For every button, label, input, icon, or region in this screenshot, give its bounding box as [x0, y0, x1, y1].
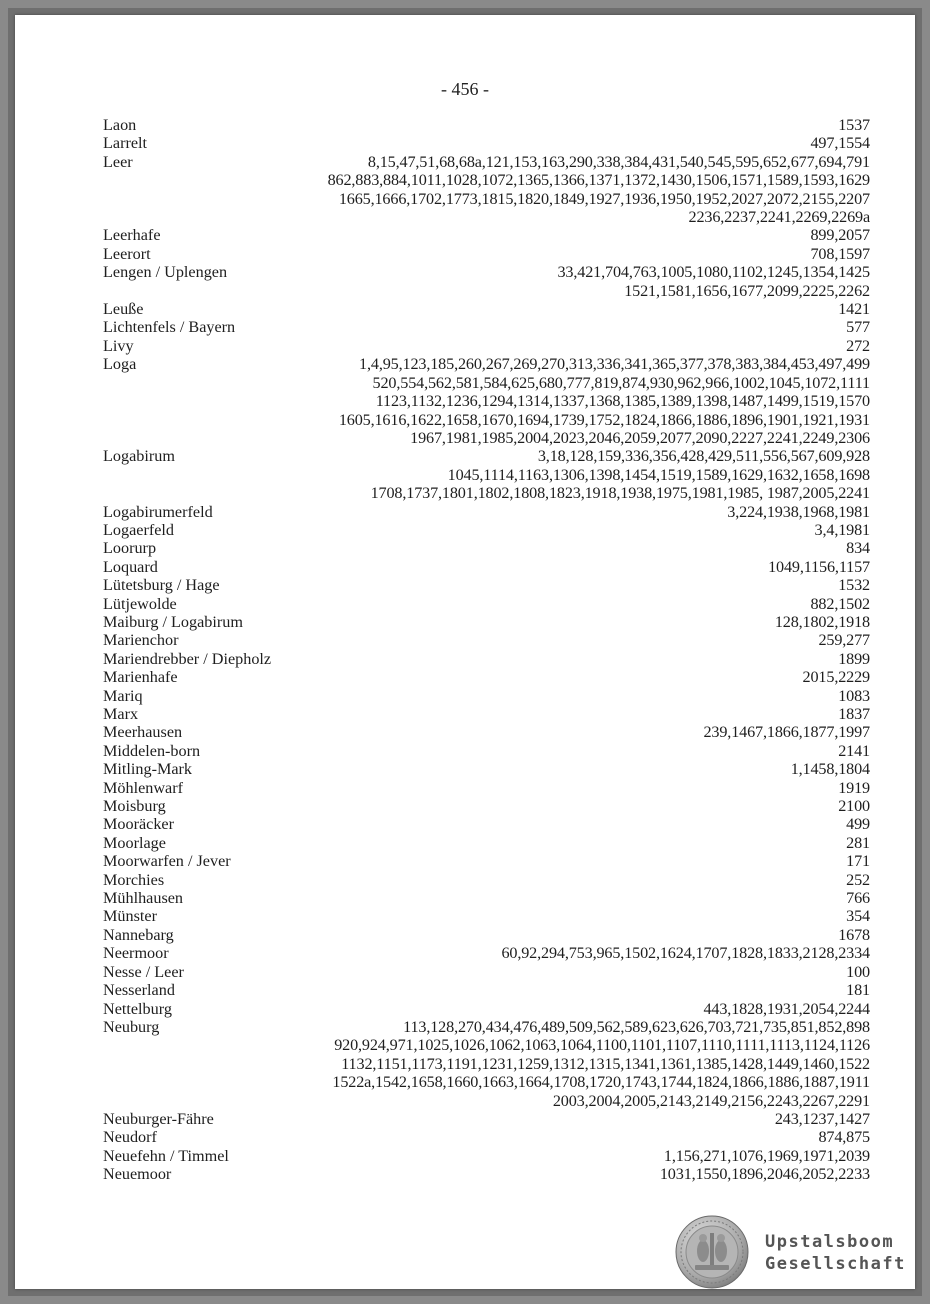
index-entry — [103, 447, 870, 502]
reference-numbers: 3,18,128,159,336,356,428,429,511,556,567,609,928 — [537, 447, 870, 466]
place-name: Marienchor — [103, 631, 179, 650]
reference-numbers-continued: 2003,2004,2005,2143,2149,2156,2243,2267,2291 — [552, 1091, 870, 1110]
reference-numbers: 708,1597 — [810, 244, 870, 263]
index-entry — [103, 245, 870, 263]
place-name: Laon — [103, 116, 137, 134]
reference-numbers: 1,4,95,123,185,260,267,269,270,313,336,341,365,377,378,383,384,453,497,499 — [359, 355, 870, 374]
reference-numbers: 259,277 — [818, 631, 870, 650]
reference-numbers: 2015,2229 — [802, 668, 870, 687]
index-entry — [103, 631, 870, 649]
place-index — [103, 116, 870, 1184]
reference-numbers-continued: 1522a,1542,1658,1660,1663,1664,1708,1720,1743,1744,1824,1866,1886,1887,1911 — [332, 1073, 870, 1092]
index-entry — [103, 1128, 870, 1146]
reference-numbers: 252 — [846, 870, 870, 889]
reference-numbers-continued: 862,883,884,1011,1028,1072,1365,1366,1371,1372,1430,1506,1571,1589,1593,1629 — [327, 171, 870, 190]
index-entry — [103, 576, 870, 594]
index-entry — [103, 963, 870, 981]
index-entry — [103, 263, 870, 300]
reference-numbers: 1919 — [838, 778, 870, 797]
place-name: Nesse / Leer — [103, 962, 184, 981]
reference-numbers: 834 — [846, 539, 870, 558]
reference-numbers-continued: 1132,1151,1173,1191,1231,1259,1312,1315,1341,1361,1385,1428,1449,1460,1522 — [341, 1054, 870, 1073]
reference-numbers: 1837 — [838, 705, 870, 723]
place-name: Möhlenwarf — [103, 778, 184, 797]
reference-numbers: 1678 — [838, 925, 870, 944]
index-entry — [103, 595, 870, 613]
brand-name-line-2: Gesellschaft — [765, 1254, 906, 1274]
index-entry — [103, 300, 870, 318]
reference-numbers: 1537 — [838, 116, 870, 134]
index-entry — [103, 1110, 870, 1128]
reference-numbers: 1,1458,1804 — [790, 760, 870, 779]
place-name: Leerort — [103, 244, 151, 263]
place-name: Middelen-born — [103, 741, 201, 760]
reference-numbers: 1049,1156,1157 — [768, 557, 870, 576]
place-name: Larrelt — [103, 134, 148, 153]
reference-numbers: 899,2057 — [810, 226, 870, 245]
page-number: - 456 - — [441, 79, 489, 99]
index-entry — [103, 797, 870, 815]
reference-numbers: 1421 — [838, 300, 870, 319]
place-name: Loorurp — [103, 539, 157, 558]
place-name: Nesserland — [103, 981, 175, 1000]
place-name: Mühlhausen — [103, 889, 184, 908]
index-entry — [103, 944, 870, 962]
reference-numbers: 497,1554 — [810, 134, 870, 153]
index-entry — [103, 779, 870, 797]
reference-numbers-continued: 520,554,562,581,584,625,680,777,819,874,930,962,966,1002,1045,1072,1111 — [372, 373, 870, 392]
place-name: Loga — [103, 355, 137, 374]
place-name: Mariq — [103, 686, 143, 705]
place-name: Leerhafe — [103, 226, 161, 245]
place-name: Lütetsburg / Hage — [103, 576, 220, 595]
place-name: Neuburg — [103, 1017, 160, 1036]
reference-numbers: 8,15,47,51,68,68a,121,153,163,290,338,384,431,540,545,595,652,677,694,791 — [367, 152, 870, 171]
index-entry — [103, 742, 870, 760]
place-name: Logabirum — [103, 447, 175, 466]
index-entry — [103, 907, 870, 925]
brand-name-line-1: Upstalsboom — [765, 1232, 895, 1252]
index-entry — [103, 613, 870, 631]
reference-numbers: 2141 — [838, 741, 870, 760]
index-entry — [103, 558, 870, 576]
reference-numbers-continued: 1123,1132,1236,1294,1314,1337,1368,1385,1389,1398,1487,1499,1519,1570 — [375, 392, 870, 411]
reference-numbers: 1899 — [838, 649, 870, 668]
index-entry — [103, 723, 870, 741]
index-entry — [103, 687, 870, 705]
index-entry — [103, 760, 870, 778]
reference-numbers: 181 — [846, 981, 870, 1000]
place-name: Lengen / Uplengen — [103, 263, 228, 282]
index-entry — [103, 871, 870, 889]
reference-numbers: 128,1802,1918 — [774, 612, 870, 631]
index-entry — [103, 981, 870, 999]
reference-numbers-continued: 920,924,971,1025,1026,1062,1063,1064,1100,1101,1107,1110,1111,1113,1124,1126 — [334, 1036, 870, 1055]
reference-numbers: 577 — [846, 318, 870, 337]
index-entry — [103, 1000, 870, 1018]
place-name: Leer — [103, 152, 133, 171]
place-name: Neuemoor — [103, 1165, 172, 1184]
reference-numbers: 243,1237,1427 — [774, 1109, 870, 1128]
reference-numbers-continued: 2236,2237,2241,2269,2269a — [688, 208, 870, 227]
index-entry — [103, 116, 870, 134]
index-entry — [103, 815, 870, 833]
place-name: Neuefehn / Timmel — [103, 1146, 229, 1165]
place-name: Morchies — [103, 870, 165, 889]
index-entry — [103, 834, 870, 852]
place-name: Münster — [103, 907, 157, 926]
reference-numbers: 33,421,704,763,1005,1080,1102,1245,1354,1425 — [557, 263, 870, 282]
index-entry — [103, 134, 870, 152]
reference-numbers: 766 — [846, 889, 870, 908]
reference-numbers: 1,156,271,1076,1969,1971,2039 — [663, 1146, 870, 1165]
reference-numbers-continued: 1045,1114,1163,1306,1398,1454,1519,1589,1629,1632,1658,1698 — [447, 465, 870, 484]
place-name: Logaerfeld — [103, 520, 175, 539]
seal-emblem-icon — [675, 1215, 749, 1289]
index-entry — [103, 1165, 870, 1183]
place-name: Mariendrebber / Diepholz — [103, 649, 272, 668]
place-name: Livy — [103, 336, 134, 355]
index-entry — [103, 539, 870, 557]
reference-numbers: 874,875 — [818, 1128, 870, 1147]
place-name: Moisburg — [103, 797, 166, 816]
place-name: Loquard — [103, 557, 158, 576]
index-entry — [103, 650, 870, 668]
reference-numbers: 281 — [846, 833, 870, 852]
brand-name — [765, 1231, 906, 1275]
place-name: Mitling-Mark — [103, 760, 193, 779]
reference-numbers: 882,1502 — [810, 594, 870, 613]
reference-numbers-continued: 1665,1666,1702,1773,1815,1820,1849,1927,1936,1950,1952,2027,2072,2155,2207 — [338, 189, 870, 208]
reference-numbers: 3,4,1981 — [814, 520, 870, 539]
reference-numbers: 2100 — [838, 797, 870, 816]
place-name: Logabirumerfeld — [103, 502, 213, 521]
document-page — [15, 15, 915, 1289]
place-name: Mooräcker — [103, 815, 175, 834]
place-name: Lichtenfels / Bayern — [103, 318, 236, 337]
reference-numbers-continued: 1521,1581,1656,1677,2099,2225,2262 — [624, 281, 870, 300]
index-entry — [103, 521, 870, 539]
index-entry — [103, 355, 870, 447]
index-entry — [103, 1147, 870, 1165]
place-name: Moorlage — [103, 833, 166, 852]
place-name: Neermoor — [103, 944, 169, 963]
index-entry — [103, 226, 870, 244]
place-name: Leuße — [103, 300, 144, 319]
reference-numbers: 3,224,1938,1968,1981 — [727, 502, 870, 521]
place-name: Nettelburg — [103, 999, 172, 1018]
index-entry — [103, 318, 870, 336]
index-entry — [103, 153, 870, 227]
index-entry — [103, 926, 870, 944]
reference-numbers-continued: 1708,1737,1801,1802,1808,1823,1918,1938,1975,1981,1985, 1987,2005,2241 — [370, 484, 870, 503]
index-entry — [103, 705, 870, 723]
place-name: Meerhausen — [103, 723, 183, 742]
index-entry — [103, 852, 870, 870]
place-name: Moorwarfen / Jever — [103, 852, 231, 871]
reference-numbers: 171 — [846, 852, 870, 871]
reference-numbers: 239,1467,1866,1877,1997 — [703, 723, 870, 742]
reference-numbers-continued: 1967,1981,1985,2004,2023,2046,2059,2077,2090,2227,2241,2249,2306 — [410, 428, 870, 447]
place-name: Lütjewolde — [103, 594, 177, 613]
reference-numbers: 1532 — [838, 576, 870, 595]
index-entry — [103, 503, 870, 521]
place-name: Nannebarg — [103, 925, 174, 944]
place-name: Neuburger-Fähre — [103, 1109, 214, 1128]
reference-numbers-continued: 1605,1616,1622,1658,1670,1694,1739,1752,1824,1866,1886,1896,1901,1921,1931 — [338, 410, 870, 429]
place-name: Maiburg / Logabirum — [103, 612, 243, 631]
reference-numbers: 60,92,294,753,965,1502,1624,1707,1828,1833,2128,2334 — [501, 944, 870, 963]
place-name: Marienhafe — [103, 668, 178, 687]
reference-numbers: 499 — [846, 815, 870, 834]
reference-numbers: 1031,1550,1896,2046,2052,2233 — [659, 1165, 870, 1184]
reference-numbers: 113,128,270,434,476,489,509,562,589,623,626,703,721,735,851,852,898 — [403, 1017, 870, 1036]
index-entry — [103, 337, 870, 355]
reference-numbers: 1083 — [838, 686, 870, 705]
index-entry — [103, 668, 870, 686]
reference-numbers: 272 — [846, 336, 870, 355]
place-name: Neudorf — [103, 1128, 157, 1147]
reference-numbers: 100 — [846, 962, 870, 981]
index-entry — [103, 1018, 870, 1110]
reference-numbers: 443,1828,1931,2054,2244 — [703, 999, 870, 1018]
reference-numbers: 354 — [846, 907, 870, 926]
index-entry — [103, 889, 870, 907]
place-name: Marx — [103, 705, 139, 723]
